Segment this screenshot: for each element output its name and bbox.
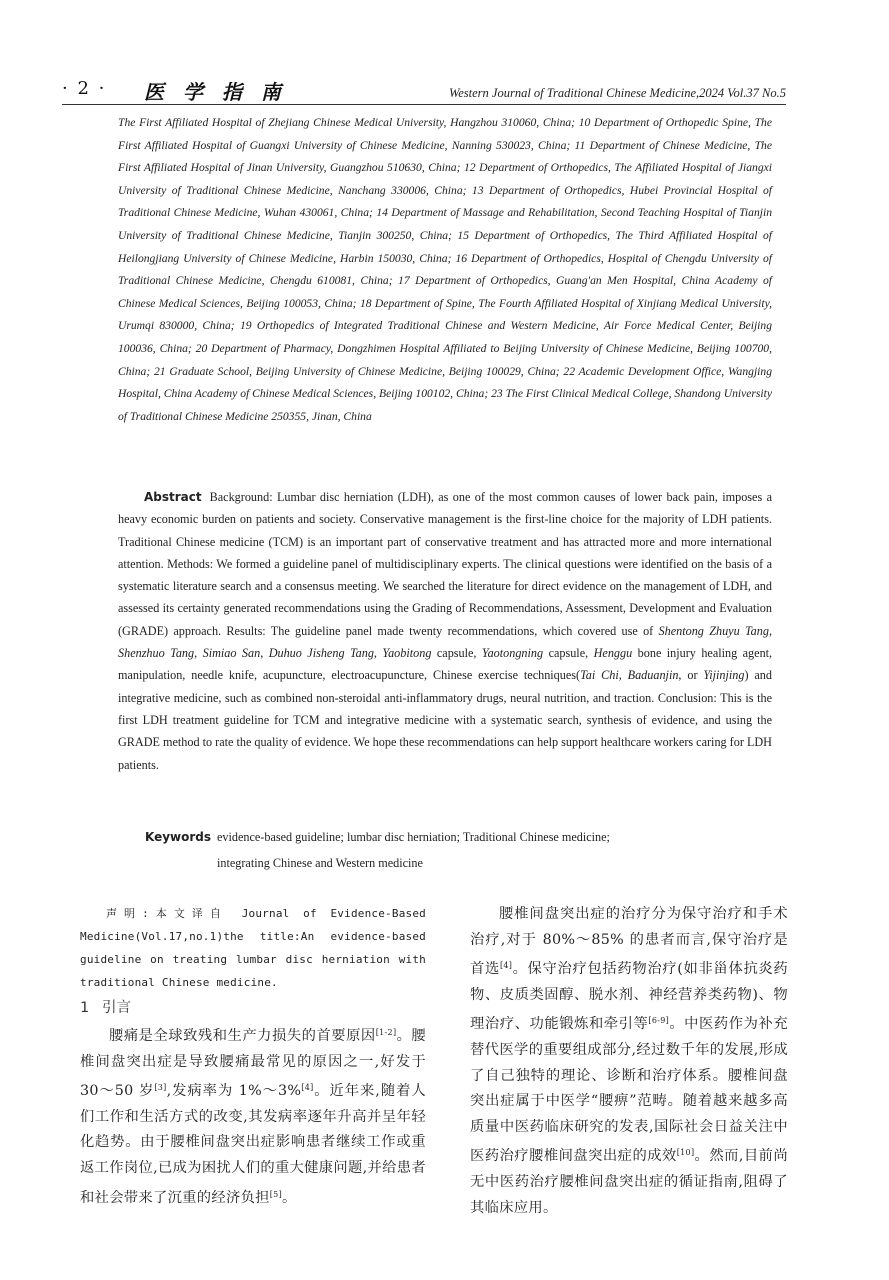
journal-citation: Western Journal of Traditional Chinese Medicine,2024 Vol.37 No.5 [448,86,786,100]
keywords-label: Keywords [145,830,212,844]
text-run: ,发病率为 1%～3% [166,1083,302,1100]
abstract-text-4: ) and integrative medicine, such as combined non-steroidal anti-inflammatory drugs, neural nutrition, and traction. Conclusion: This is the first LDH treatment guideline for TCM and integrative medicine with a systematic search, synthesis of evidence, and using the GRADE method to rate the quality of evidence. We hope these recommendations can help support healthcare workers caring for LDH patients. [118,668,772,772]
author-affiliations: The First Affiliated Hospital of Zhejiang Chinese Medical University, Hangzhou 310060, China; 10 Department of Orthopedic Spine, The First Affiliated Hospital of Guangxi University of Chinese Medicine, Nanning 530023, China; 11 Department of Chinese Medicine, The First Affiliated Hospital of Jinan University, Guangzhou 510630, China; 12 Department of Orthopedics, The Affiliated Hospital of Jiangxi University of Traditional Chinese Medicine, Nanchang 330006, China; 13 Department of Orthopedics, Hubei Provincial Hospital of Traditional Chinese Medicine, Wuhan 430061, China; 14 Department of Massage and Rehabilitation, Second Teaching Hospital of Tianjin University of Traditional Chinese Medicine, Tianjin 300250, China; 15 Department of Orthopedics, The Third Affiliated Hospital of Heilongjiang University of Chinese Medicine, Harbin 150030, China; 16 Department of Orthopedics, Hospital of Chengdu University of Traditional Chinese Medicine, Chengdu 610081, China; 17 Department of Orthopedics, Guang'an Men Hospital, China Academy of Chinese Medical Sciences, Beijing 100053, China; 18 Department of Spine, The Fourth Affiliated Hospital of Xinjiang Medical University, Urumqi 830000, China; 19 Orthopedics of Integrated Traditional Chinese and Western Medicine, Air Force Medical Center, Beijing 100036, China; 20 Department of Pharmacy, Dongzhimen Hospital Affiliated to Beijing University of Chinese Medicine, Beijing 100700, China; 21 Graduate School, Beijing University of Chinese Medicine, Beijing 100029, China; 22 Academic Development Office, Wangjing Hospital, China Academy of Chinese Medical Sciences, Beijing 100102, China; 23 The First Clinical Medical College, Shandong University of Traditional Chinese Medicine 250355, Jinan, China [118,116,772,423]
citation-ref: [6-9] [648,1016,670,1026]
page-number: · 2 · [62,78,107,99]
abstract: Abstract Background: Lumbar disc herniation (LDH), as one of the most common causes of lower back pain, imposes a heavy economic burden on patients and society. Conservative management is the first-line choice for the majority of LDH patients. Traditional Chinese medicine (TCM) is an important part of conservative treatment and has attracted more and more international attention. Methods: We formed a guideline panel of multidisciplinary experts. The clinical questions were identified on the basis of a systematic literature search and a consensus meeting. We searched the literature for direct evidence on the management of LDH, and assessed its certainty generated recommendations using the Grading of Recommendations, Assessment, Development and Evaluation (GRADE) approach. Results: The guideline panel made twenty recommendations, which covered use of Shentong Zhuyu Tang, Shenzhuo Tang, Simiao San, Duhuo Jisheng Tang, Yaobitong capsule, Yaotongning capsule, Henggu bone injury healing agent, manipulation, needle knife, acupuncture, electroacupuncture, Chinese exercise techniques(Tai Chi, Baduanjin, or Yijinjing) and integrative medicine, such as combined non-steroidal anti-inflammatory drugs, neural nutrition, and traction. Conclusion: This is the first LDH treatment guideline for TCM and integrative medicine with a systematic search, synthesis of evidence, and using the GRADE method to rate the quality of evidence. We hope these recommendations can help support healthcare workers caring for LDH patients. [118,490,773,772]
citation-ref: [4] [499,961,513,971]
herb-term: Henggu [593,646,633,661]
abstract-label: Abstract [144,490,202,504]
herb-term: Yaobitong [382,646,432,661]
abstract-word: , or [678,668,698,683]
section-heading [80,996,426,1020]
citation-ref: [1-2] [375,1028,397,1037]
exercise-term: Yijinjing [703,668,745,683]
citation-ref: [3] [154,1083,167,1093]
right-column [470,902,788,1221]
text-run: 。腰椎间盘突出症是导致腰痛最常见的原因之一,好发于 30～50 岁 [80,1028,426,1100]
exercise-term: Baduanjin [627,668,679,683]
abstract-word: capsule, [436,646,477,661]
journal-logo: 医 学 指 南 [144,80,287,104]
exercise-term: Tai Chi [580,668,619,683]
header-rule [62,104,786,105]
text-run: 。 [282,1189,297,1206]
citation-ref: [10] [676,1148,695,1158]
treatment-paragraph [470,902,788,1221]
translation-note: 声明:本文译自 Journal of Evidence-Based Medicine(Vol.17,no.1)the title:An evidence-based guideline on treating lumbar disc herniation with traditional Chinese medicine. [80,907,426,989]
section-title: 引言 [102,1000,131,1016]
text-run: 。近年来,随着人们工作和生活方式的改变,其发病率逐年升高并呈年轻化趋势。由于腰椎间盘突出症影响患者继续工作或重返工作岗位,已成为困扰人们的重大健康问题,并给患者和社会带来了沉重的经济负担 [80,1083,426,1206]
abstract-text-1: Background: Lumbar disc herniation (LDH), as one of the most common causes of lower back pain, imposes a heavy economic burden on patients and society. Conservative management is the first-line choice for the majority of LDH patients. Traditional Chinese medicine (TCM) is an important part of conservative treatment and has attracted more and more international attention. Methods: We formed a guideline panel of multidisciplinary experts. The clinical questions were identified on the basis of a systematic literature search and a consensus meeting. We searched the literature for direct evidence on the management of LDH, and assessed its certainty generated recommendations using the Grading of Recommendations, Assessment, Development and Evaluation (GRADE) approach. Results: The guideline panel made twenty recommendations, which covered use of [118,490,772,638]
text-run: 腰椎间盘突出症的治疗分为保守治疗和手术治疗,对于 80%～85% 的患者而言,保守治疗是首选 [470,906,788,978]
text-run: 。中医药作为补充替代医学的重要组成部分,经过数千年的发展,形成了自己独特的理论、诊断和治疗体系。腰椎间盘突出症属于中医学“腰痹”范畴。随着越来越多高质量中医药临床研究的发表,国际社会日益关注中医药治疗腰椎间盘突出症的成效 [470,1016,788,1165]
keywords-line-1: evidence-based guideline; lumbar disc herniation; Traditional Chinese medicine; [217,830,610,844]
herb-term: Shenzhuo Tang [118,646,195,661]
abstract-text-2: capsule, [548,646,589,661]
citation-ref: [5] [269,1189,282,1199]
left-column [80,902,426,1211]
page-header [62,74,786,106]
herb-term: Simiao San [202,646,261,661]
herb-term: Shentong Zhuyu Tang [658,623,769,638]
section-number: 1 [80,1000,90,1016]
text-run: 。保守治疗包括药物治疗(如非甾体抗炎药物、皮质类固醇、脱水剂、神经营养类药物)、物理治疗、功能锻炼和牵引等 [470,961,788,1033]
intro-paragraph [80,1020,426,1211]
text-run: 腰痛是全球致残和生产力损失的首要原因 [109,1028,376,1044]
herb-term: Duhuo Jisheng Tang [268,646,374,661]
herb-term: Yaotongning [481,646,544,661]
keywords [145,824,765,876]
abstract-text-3: bone injury healing agent, manipulation, needle knife, acupuncture, electroacupuncture, Chinese exercise techniques( [118,646,773,683]
citation-ref: [4] [301,1083,314,1093]
keywords-line-2: integrating Chinese and Western medicine [217,856,423,870]
text-run: 。然而,目前尚无中医药治疗腰椎间盘突出症的循证指南,阻碍了其临床应用。 [470,1148,788,1216]
